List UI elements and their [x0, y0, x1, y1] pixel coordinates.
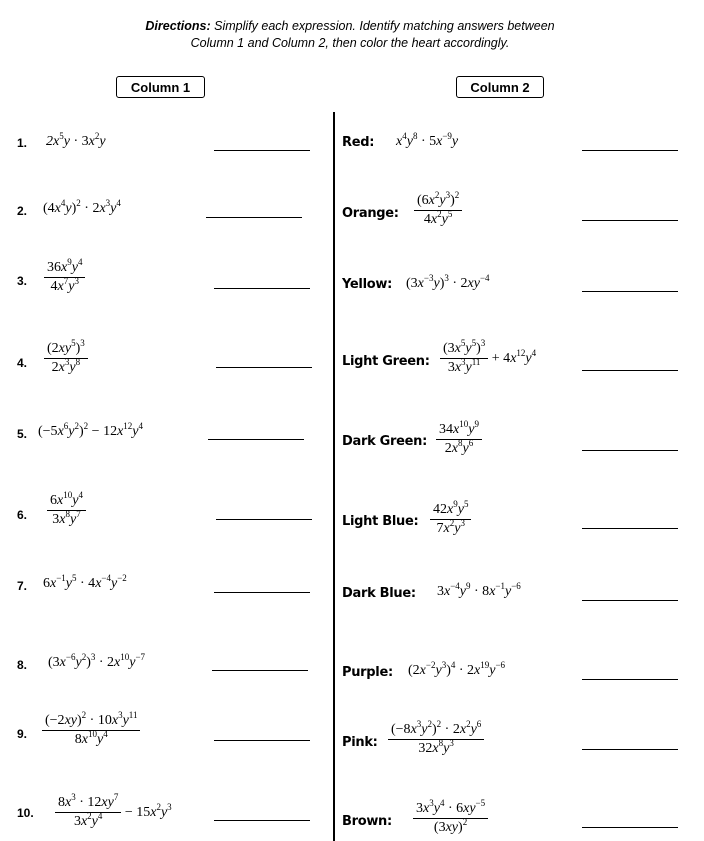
problem-number: 6.	[17, 508, 28, 522]
answer-blank-light-blue[interactable]	[582, 528, 678, 529]
color-label-pink: Pink:	[342, 735, 378, 750]
problem-number: 2.	[17, 204, 28, 218]
column2-header: Column 2	[456, 76, 544, 98]
answer-blank-4[interactable]	[216, 367, 312, 368]
answer-blank-yellow[interactable]	[582, 291, 678, 292]
answer-blank-brown[interactable]	[582, 827, 678, 828]
answer-blank-orange[interactable]	[582, 220, 678, 221]
problem-number: 9.	[17, 727, 28, 741]
problem-5-expression: $(-5x^6y^2)^2 - 12x^{12}y^4$	[38, 421, 144, 439]
problem-6-expression: $\frac{6x^{10}y^4}{3x^8y^7}$	[47, 493, 86, 528]
directions-line2: Column 1 and Column 2, then color the heart accordingly.	[190, 36, 510, 50]
pink-expression: $\frac{(-8x^3y^2)^2 \cdot 2x^2y^6}{32x^8y^3}$	[388, 722, 484, 757]
orange-expression: $\frac{(6x^2y^3)^2}{4x^2y^5}$	[414, 193, 462, 228]
answer-blank-1[interactable]	[214, 150, 310, 151]
answer-blank-2[interactable]	[206, 217, 302, 218]
problem-10-expression: $\frac{8x^3 \cdot 12xy^7}{3x^2y^4}$ − $15x^2y^3$	[55, 795, 172, 830]
problem-4-expression: $\frac{(2xy^5)^3}{2x^3y^8}$	[44, 341, 88, 376]
problem-7-expression: $6x^{-1}y^5 \cdot 4x^{-4}y^{-2}$	[43, 573, 127, 591]
color-label-orange: Orange:	[342, 206, 399, 221]
yellow-expression: $(3x^{-3}y)^3 \cdot 2xy^{-4}$	[406, 273, 490, 291]
column-divider	[333, 112, 335, 841]
dark-green-expression: $\frac{34x^{10}y^9}{2x^8y^6}$	[436, 422, 482, 457]
red-expression: $x^4y^8 \cdot 5x^{-9}y$	[396, 131, 459, 149]
color-label-dark-green: Dark Green:	[342, 434, 428, 449]
answer-blank-5[interactable]	[208, 439, 304, 440]
directions	[90, 18, 610, 52]
answer-blank-red[interactable]	[582, 150, 678, 151]
problem-9-expression: $\frac{(-2xy)^2 \cdot 10x^3y^{11}}{8x^{10}y^4}$	[42, 713, 140, 748]
light-green-expression: $\frac{(3x^5y^5)^3}{3x^3y^{11}}$ + $4x^{12}y^4$	[440, 341, 536, 376]
answer-blank-7[interactable]	[214, 592, 310, 593]
problem-number: 5.	[17, 427, 28, 441]
problem-2-expression: $(4x^4y)^2 \cdot 2x^3y^4$	[43, 198, 121, 216]
color-label-light-green: Light Green:	[342, 354, 430, 369]
problem-number: 7.	[17, 579, 28, 593]
answer-blank-10[interactable]	[214, 820, 310, 821]
answer-blank-dark-green[interactable]	[582, 450, 678, 451]
dark-blue-expression: $3x^{-4}y^9 \cdot 8x^{-1}y^{-6}$	[437, 581, 521, 599]
problem-number: 3.	[17, 274, 28, 288]
answer-blank-6[interactable]	[216, 519, 312, 520]
brown-expression: $\frac{3x^3y^4 \cdot 6xy^{-5}}{(3xy)^2}$	[413, 801, 488, 836]
problem-number: 8.	[17, 658, 28, 672]
problem-number: 1.	[17, 136, 28, 150]
problem-3-expression: $\frac{36x^9y^4}{4x^7y^3}$	[44, 260, 85, 295]
light-blue-expression: $\frac{42x^9y^5}{7x^2y^3}$	[430, 502, 471, 537]
directions-label: Directions:	[145, 19, 211, 33]
answer-blank-light-green[interactable]	[582, 370, 678, 371]
directions-line1: Simplify each expression. Identify matching answers between	[214, 19, 555, 33]
problem-1-expression: $2x^5y \cdot 3x^2y$	[46, 131, 106, 149]
answer-blank-pink[interactable]	[582, 749, 678, 750]
answer-blank-purple[interactable]	[582, 679, 678, 680]
answer-blank-3[interactable]	[214, 288, 310, 289]
color-label-brown: Brown:	[342, 814, 392, 829]
answer-blank-9[interactable]	[214, 740, 310, 741]
answer-blank-dark-blue[interactable]	[582, 600, 678, 601]
problem-number: 4.	[17, 356, 28, 370]
color-label-purple: Purple:	[342, 665, 393, 680]
problem-number: 10.	[17, 806, 34, 820]
purple-expression: $(2x^{-2}y^3)^4 \cdot 2x^{19}y^{-6}$	[408, 660, 506, 678]
column1-header: Column 1	[116, 76, 205, 98]
answer-blank-8[interactable]	[212, 670, 308, 671]
color-label-yellow: Yellow:	[342, 277, 392, 292]
problem-8-expression: $(3x^{-6}y^2)^3 \cdot 2x^{10}y^{-7}$	[48, 652, 146, 670]
color-label-light-blue: Light Blue:	[342, 514, 419, 529]
color-label-dark-blue: Dark Blue:	[342, 586, 416, 601]
color-label-red: Red:	[342, 135, 375, 150]
